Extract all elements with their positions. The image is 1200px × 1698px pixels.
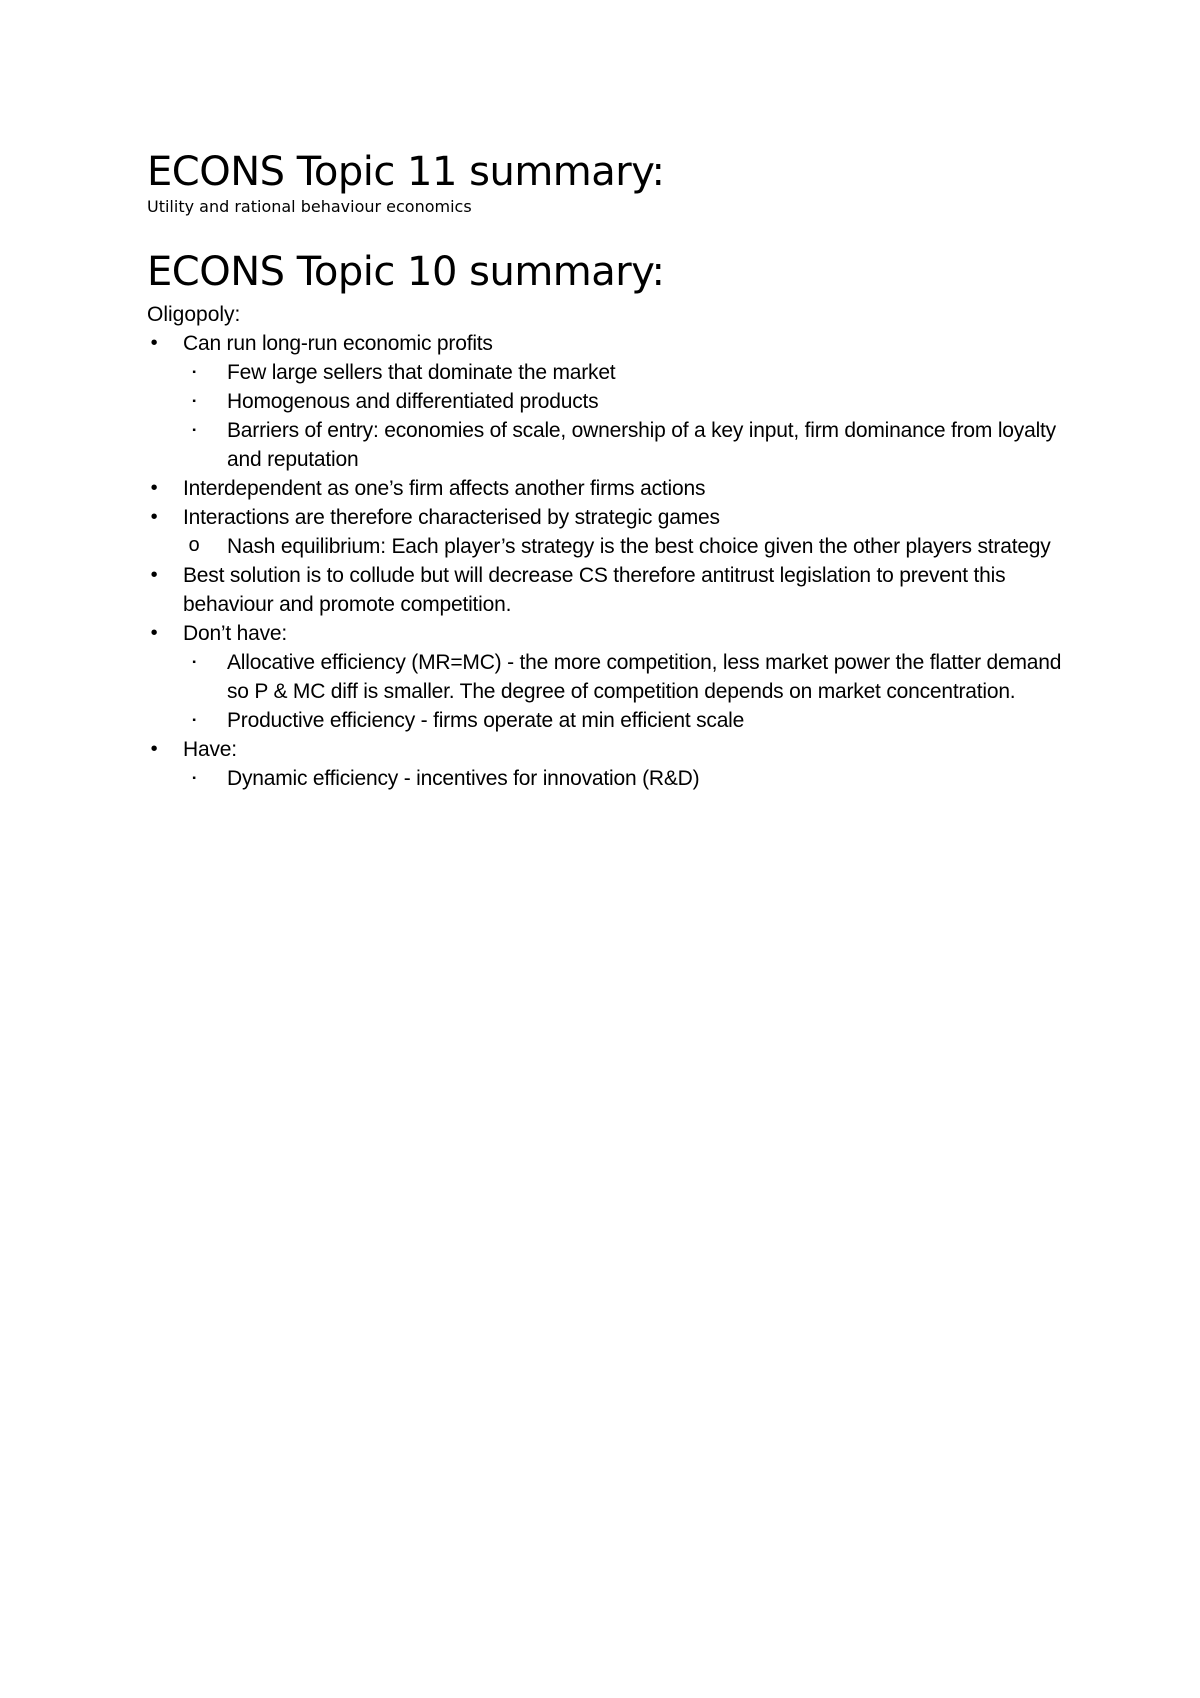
list-item-text: Best solution is to collude but will decrease CS therefore antitrust legislation to prevent this behaviour and promote competition. [183, 564, 1006, 616]
list-item-text: Homogenous and differentiated products [227, 390, 599, 413]
list-item-text: Can run long-run economic profits [183, 332, 493, 355]
list-item [147, 329, 1077, 358]
topic-10-heading: ECONS Topic 10 summary: [147, 249, 665, 295]
list-item-text: Interdependent as one’s firm affects another firms actions [183, 477, 706, 500]
list-item [147, 387, 1077, 416]
document-content [147, 148, 1077, 793]
topic-10-intro: Oligopoly: [147, 303, 241, 326]
list-item-text: Barriers of entry: economies of scale, ownership of a key input, firm dominance from loyalty and reputation [227, 419, 1056, 471]
bullet-marker: • [150, 738, 158, 760]
bullet-marker: • [150, 622, 158, 644]
list-item [147, 416, 1077, 474]
list-item-text: Productive efficiency - firms operate at min efficient scale [227, 709, 745, 732]
list-item [147, 619, 1077, 648]
bullet-marker: ▪ [192, 715, 196, 726]
list-item-text: Interactions are therefore characterised by strategic games [183, 506, 720, 529]
list-item [147, 503, 1077, 532]
bullet-marker: ▪ [192, 657, 196, 668]
list-item [147, 706, 1077, 735]
bullet-marker: • [150, 506, 158, 528]
list-item-text: Few large sellers that dominate the market [227, 361, 616, 384]
list-item [147, 358, 1077, 387]
bullet-marker: • [150, 332, 158, 354]
list-item-text: Have: [183, 738, 237, 761]
list-item [147, 764, 1077, 793]
list-item [147, 735, 1077, 764]
bullet-marker: ▪ [192, 425, 196, 436]
bullet-marker: • [150, 477, 158, 499]
bullet-marker: ▪ [192, 773, 196, 784]
list-item-text: Nash equilibrium: Each player’s strategy is the best choice given the other players strategy [227, 535, 1051, 558]
list-item-text: Dynamic efficiency - incentives for innovation (R&D) [227, 767, 700, 790]
bullet-marker: • [150, 564, 158, 586]
list-item [147, 561, 1077, 619]
topic-11-heading: ECONS Topic 11 summary: [147, 149, 665, 195]
list-item [147, 648, 1077, 706]
bullet-marker: ▪ [192, 396, 196, 407]
topic-11-subtitle: Utility and rational behaviour economics [147, 197, 472, 216]
list-item-text: Don’t have: [183, 622, 288, 645]
bullet-marker: ▪ [192, 367, 196, 378]
list-item [147, 532, 1077, 561]
topic-10-section [147, 248, 1077, 793]
bullet-marker: o [188, 535, 200, 558]
list-item [147, 474, 1077, 503]
list-item-text: Allocative efficiency (MR=MC) - the more competition, less market power the flatter demand so P & MC diff is smaller. The degree of competition depends on market concentration. [227, 651, 1062, 703]
